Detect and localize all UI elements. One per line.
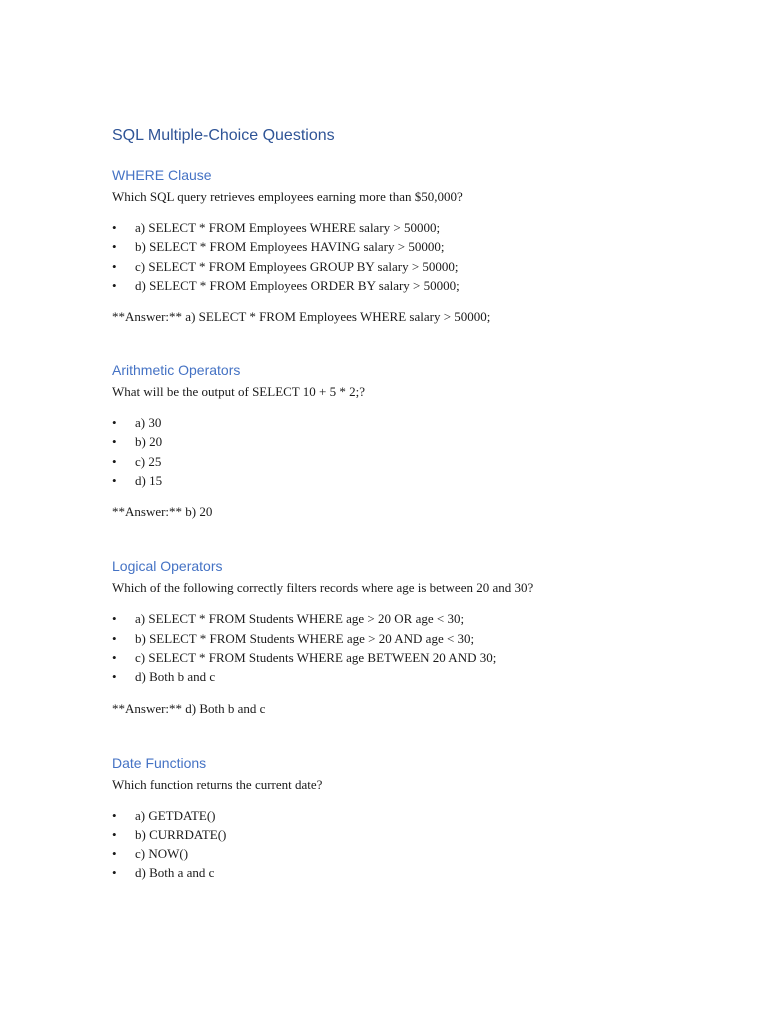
option-text: c) NOW() xyxy=(135,846,189,862)
option-item xyxy=(112,276,712,295)
document-page xyxy=(112,122,712,883)
option-item xyxy=(112,432,712,451)
question-text: Which of the following correctly filters records where age is between 20 and 30? xyxy=(112,580,534,596)
section-heading: WHERE Clause xyxy=(112,167,212,183)
option-item xyxy=(112,609,712,628)
option-text: d) Both b and c xyxy=(135,669,216,685)
answer-text: **Answer:** d) Both b and c xyxy=(112,700,266,716)
option-text: c) SELECT * FROM Employees GROUP BY salary > 50000; xyxy=(135,258,459,274)
answer-text: **Answer:** b) 20 xyxy=(112,504,213,520)
option-text: c) 25 xyxy=(135,453,162,469)
option-text: a) SELECT * FROM Employees WHERE salary > 50000; xyxy=(135,220,441,235)
option-list xyxy=(112,218,712,295)
option-item xyxy=(112,218,712,237)
section-date-functions xyxy=(112,751,712,883)
option-list xyxy=(112,413,712,490)
option-text: b) SELECT * FROM Students WHERE age > 20 AND age < 30; xyxy=(135,630,475,646)
option-item xyxy=(112,452,712,471)
document-title: SQL Multiple-Choice Questions xyxy=(112,127,335,144)
section-heading: Arithmetic Operators xyxy=(112,362,241,379)
bullet-icon: • xyxy=(112,865,117,881)
option-text: a) 30 xyxy=(135,415,162,431)
option-text: c) SELECT * FROM Students WHERE age BETWEEN 20 AND 30; xyxy=(135,649,497,665)
option-text: d) SELECT * FROM Employees ORDER BY salary > 50000; xyxy=(135,277,460,293)
bullet-icon: • xyxy=(112,807,117,823)
bullet-icon: • xyxy=(112,220,117,235)
section-heading: Logical Operators xyxy=(112,558,223,575)
option-list xyxy=(112,806,712,883)
option-item xyxy=(112,825,712,844)
option-item xyxy=(112,237,712,256)
section-logical-operators xyxy=(112,554,712,718)
bullet-icon: • xyxy=(112,239,117,255)
option-text: b) 20 xyxy=(135,434,163,450)
bullet-icon: • xyxy=(112,415,117,431)
question-text: What will be the output of SELECT 10 + 5 * 2;? xyxy=(112,384,365,400)
option-item xyxy=(112,863,712,882)
option-item xyxy=(112,257,712,276)
bullet-icon: • xyxy=(112,669,117,685)
option-text: a) SELECT * FROM Students WHERE age > 20 OR age < 30; xyxy=(135,611,465,627)
option-item xyxy=(112,648,712,667)
bullet-icon: • xyxy=(112,630,117,646)
bullet-icon: • xyxy=(112,434,117,450)
option-list xyxy=(112,609,712,686)
option-text: b) SELECT * FROM Employees HAVING salary > 50000; xyxy=(135,239,445,255)
bullet-icon: • xyxy=(112,649,117,665)
bullet-icon: • xyxy=(112,453,117,469)
question-text: Which function returns the current date? xyxy=(112,776,323,792)
option-text: a) GETDATE() xyxy=(135,807,216,823)
bullet-icon: • xyxy=(112,826,117,842)
option-text: d) Both a and c xyxy=(135,865,215,881)
bullet-icon: • xyxy=(112,258,117,274)
question-text: Which SQL query retrieves employees earning more than $50,000? xyxy=(112,189,463,204)
bullet-icon: • xyxy=(112,611,117,627)
bullet-icon: • xyxy=(112,473,117,489)
answer-text: **Answer:** a) SELECT * FROM Employees WHERE salary > 50000; xyxy=(112,309,491,325)
option-item xyxy=(112,413,712,432)
option-item xyxy=(112,806,712,825)
option-text: d) 15 xyxy=(135,473,163,489)
bullet-icon: • xyxy=(112,846,117,862)
section-where-clause xyxy=(112,163,712,327)
option-item xyxy=(112,471,712,490)
option-item xyxy=(112,667,712,686)
bullet-icon: • xyxy=(112,277,117,293)
section-heading: Date Functions xyxy=(112,754,207,771)
option-item xyxy=(112,844,712,863)
option-text: b) CURRDATE() xyxy=(135,826,227,842)
option-item xyxy=(112,629,712,648)
section-arithmetic-operators xyxy=(112,358,712,522)
